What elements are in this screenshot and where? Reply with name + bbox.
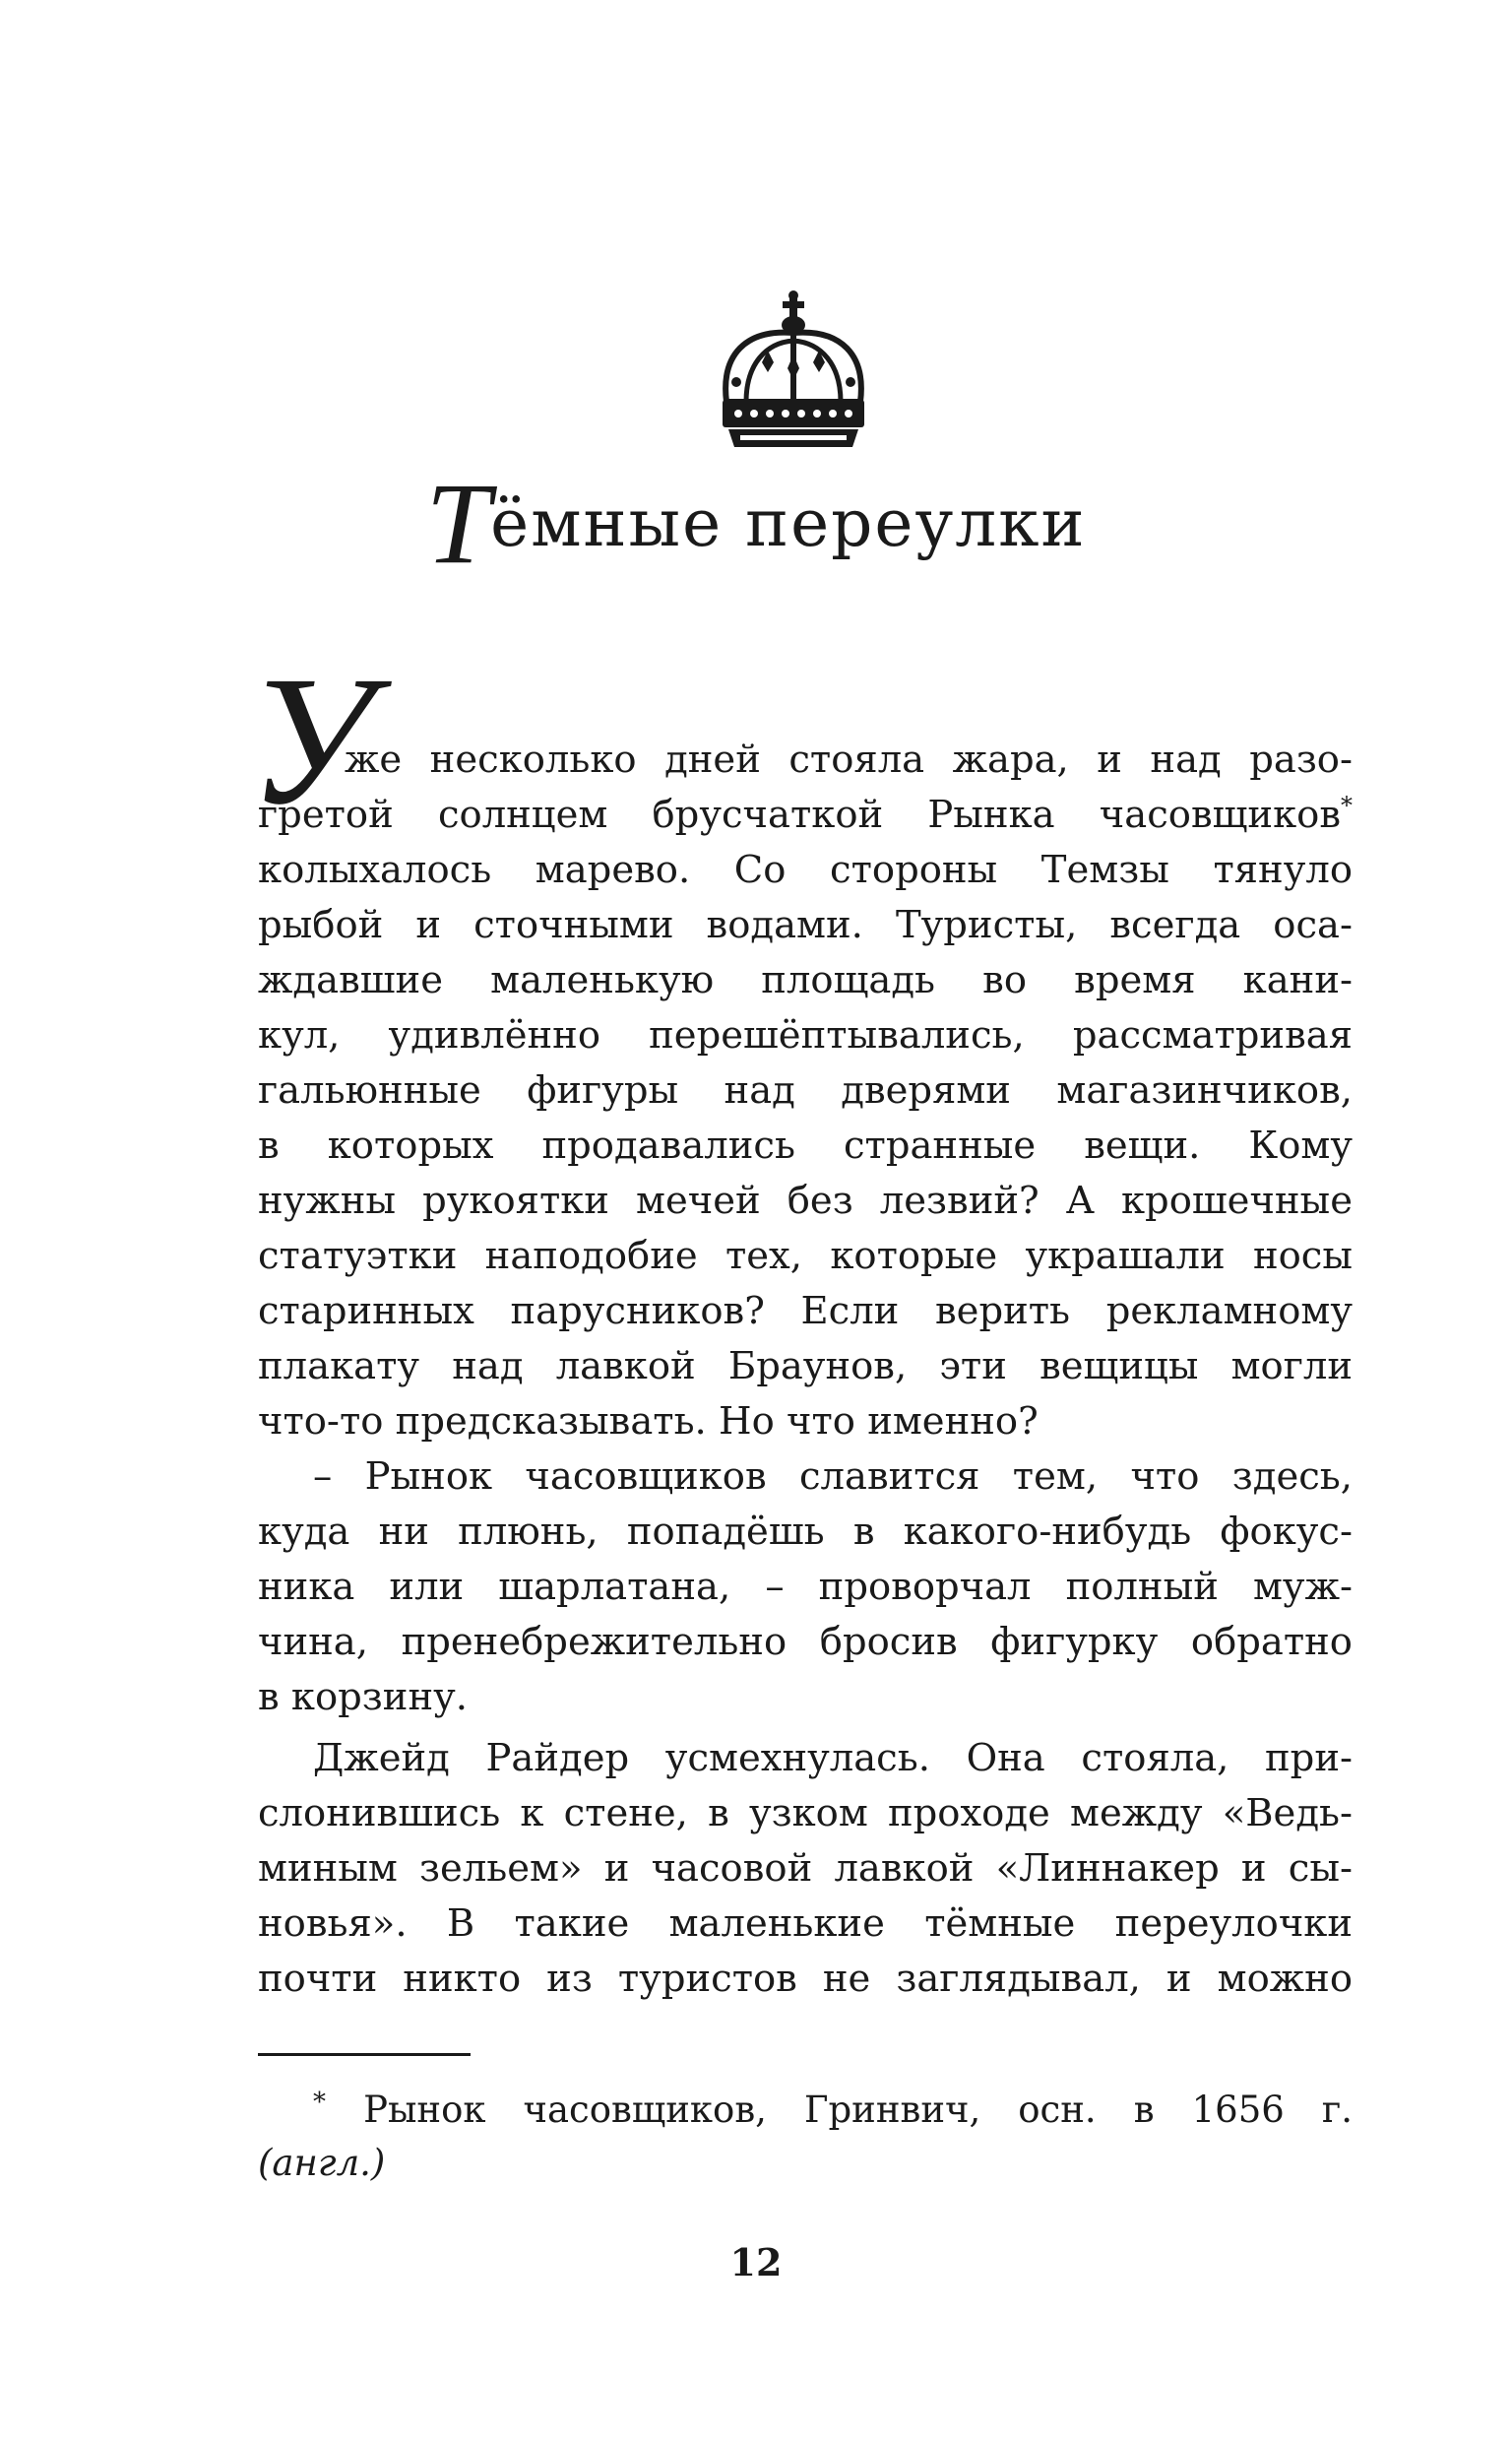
footnote-line: Рынок часовщиков, Гринвич, осн. в 1656 г.	[363, 2089, 1353, 2131]
page-number: 12	[729, 2240, 783, 2284]
chapter-title	[0, 455, 1512, 593]
body-line: гальюнные фигуры над дверями магазинчиков,	[258, 1068, 1353, 1113]
footnote-marker: *	[313, 2088, 326, 2117]
footnote-text	[313, 2084, 1353, 2137]
body-line: куда ни плюнь, попадёшь в какого-нибудь фокус-	[258, 1510, 1353, 1554]
body-line: же несколько дней стояла жара, и над разо-	[345, 738, 1353, 782]
body-line: плакату над лавкой Браунов, эти вещицы могли	[258, 1344, 1353, 1388]
chapter-title-initial: Т	[425, 459, 491, 588]
body-line: ждавшие маленькую площадь во время кани-	[258, 958, 1353, 1002]
body-line: в корзину.	[258, 1675, 469, 1719]
drop-cap: У	[248, 637, 373, 843]
body-line: рыбой и сточными водами. Туристы, всегда оса-	[258, 903, 1353, 947]
chapter-title-text: ёмные переулки	[490, 485, 1087, 561]
body-line: нужны рукоятки мечей без лезвий? А крошечные	[258, 1179, 1353, 1223]
body-line: чина, пренебрежительно бросив фигурку обратно	[258, 1620, 1353, 1664]
body-line: – Рынок часовщиков славится тем, что здесь,	[313, 1454, 1353, 1499]
body-line	[258, 790, 1353, 841]
body-line: кул, удивлённо перешёптывались, рассматривая	[258, 1013, 1353, 1058]
footnote-divider	[258, 2053, 471, 2056]
crown-icon	[707, 286, 880, 453]
body-line: слонившись к стене, в узком проходе между «Ведь-	[258, 1791, 1353, 1835]
body-line: почти никто из туристов не заглядывал, и можно	[258, 1957, 1353, 2001]
footnote-language: (англ.)	[258, 2142, 386, 2184]
body-line: что-то предсказывать. Но что именно?	[258, 1399, 1039, 1444]
body-line: старинных парусников? Если верить рекламному	[258, 1289, 1353, 1333]
body-line: в которых продавались странные вещи. Кому	[258, 1124, 1353, 1168]
body-line: колыхалось марево. Со стороны Темзы тянуло	[258, 848, 1353, 892]
body-line: статуэтки наподобие тех, которые украшали носы	[258, 1234, 1353, 1278]
footnote-reference: *	[1341, 792, 1353, 819]
body-line-text: гретой солнцем брусчаткой Рынка часовщиков	[258, 793, 1341, 837]
body-line: ника или шарлатана, – проворчал полный муж-	[258, 1565, 1353, 1609]
body-line: новья». В такие маленькие тёмные переулочки	[258, 1901, 1353, 1946]
body-line: Джейд Райдер усмехнулась. Она стояла, при-	[313, 1736, 1353, 1780]
body-line: миным зельем» и часовой лавкой «Линнакер и сы-	[258, 1846, 1353, 1891]
